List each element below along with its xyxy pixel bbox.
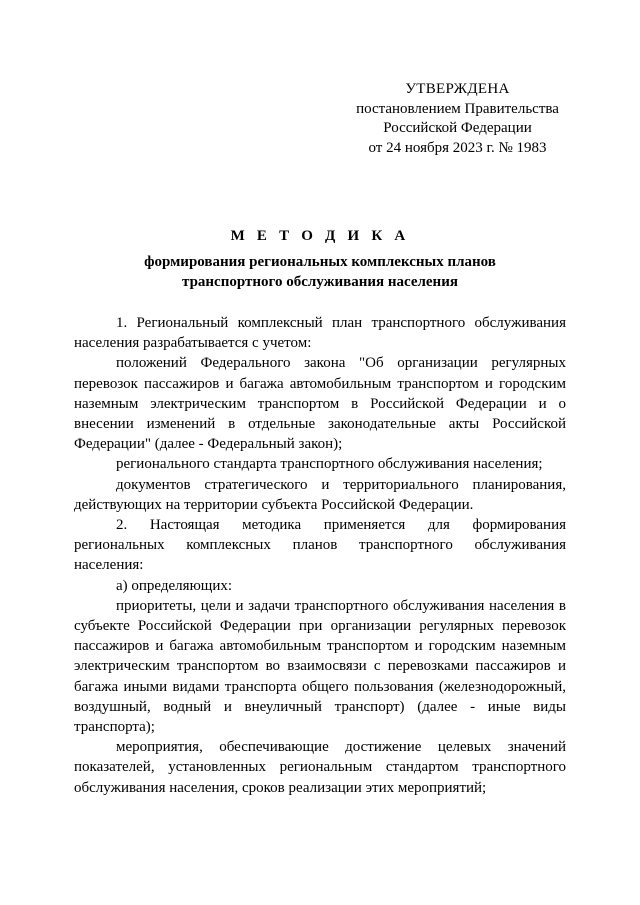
paragraph-6: а) определяющих: [116, 577, 233, 594]
paragraph-1: 1. Региональный комплексный план транспортного обслуживания населения разрабатывается с учетом: [74, 315, 566, 352]
approval-block [330, 80, 585, 158]
paragraph-7: приоритеты, цели и задачи транспортного обслуживания населения в субъекте Российской Федерации при организации регулярных перевозок пассажиров и багажа автомобильным транспортом и городским наземным электрическим транспортом во взаимосвязи с перевозками пассажиров и багажа иными видами транспорта общего пользования (железнодорожный, воздушный, водный и внеуличный транспорт) (далее - иные виды транспорта); [74, 597, 566, 736]
paragraph-2: положений Федерального закона "Об организации регулярных перевозок пассажиров и багажа автомобильным транспортом и городским наземным электрическим транспортом в Российской Федерации и о внесении изменений в отдельные законодательные акты Российской Федерации" (далее - Федеральный закон); [74, 355, 566, 453]
subtitle-line-1: формирования региональных комплексных планов [144, 254, 496, 270]
paragraph-8: мероприятия, обеспечивающие достижение целевых значений показателей, установленных региональным стандартом транспортного обслуживания населения, сроков реализации этих мероприятий; [74, 739, 566, 796]
approval-line-2: Российской Федерации [383, 120, 532, 136]
paragraph-5: 2. Настоящая методика применяется для формирования региональных комплексных планов транспортного обслуживания населения: [74, 517, 566, 574]
document-body [74, 313, 566, 798]
approval-status: УТВЕРЖДЕНА [405, 81, 510, 97]
document-title: М Е Т О Д И К А [230, 228, 410, 244]
approval-line-3: от 24 ноября 2023 г. № 1983 [368, 139, 547, 156]
subtitle-line-2: транспортного обслуживания населения [182, 273, 458, 290]
approval-line-1: постановлением Правительства [356, 100, 559, 117]
paragraph-4: документов стратегического и территориального планирования, действующих на территории субъекта Российской Федерации. [74, 476, 566, 513]
document-subtitle [74, 253, 566, 292]
paragraph-3: регионального стандарта транспортного обслуживания населения; [116, 456, 543, 473]
